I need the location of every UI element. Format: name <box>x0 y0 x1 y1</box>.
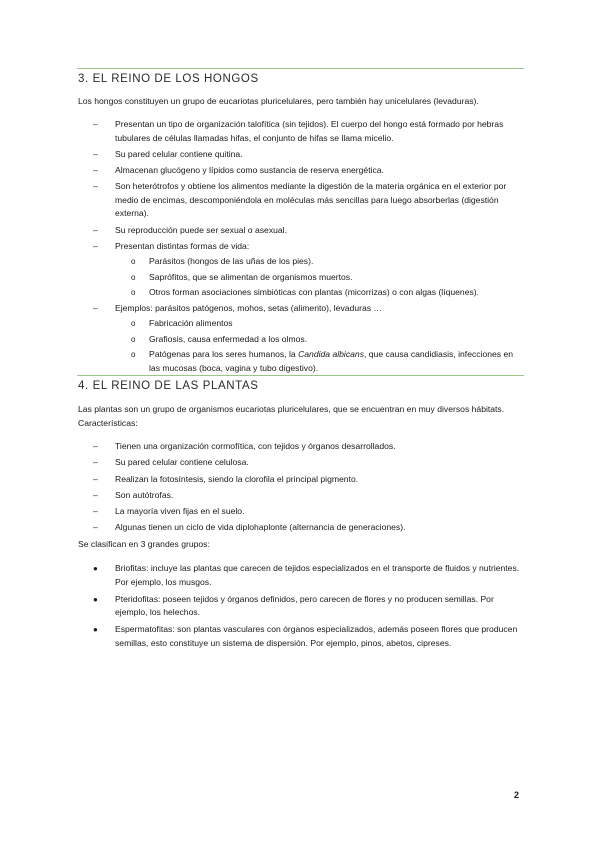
list-item <box>78 118 523 145</box>
dash-marker: – <box>93 489 98 500</box>
sublist-item <box>115 333 523 347</box>
section-rule <box>77 375 524 376</box>
circle-marker: o <box>131 257 136 267</box>
dash-marker: – <box>93 441 98 451</box>
list-item-text: Son autótrofas. <box>115 489 174 500</box>
dash-marker: – <box>93 506 98 517</box>
page-number: 2 <box>514 790 520 800</box>
dash-marker: – <box>93 522 98 533</box>
species-name: Candida albicans <box>298 349 364 360</box>
list-item <box>78 456 523 470</box>
list-item-text: Algunas tienen un ciclo de vida diplohaplonte (alternancia de generaciones). <box>115 522 406 533</box>
list-item-text: Su pared celular contiene celulosa. <box>115 457 249 468</box>
list-item <box>78 593 523 620</box>
list-item-text: Pteridofitas: poseen tejidos y órganos definidos, pero carecen de flores y no producen semillas. Por ejemplo, los helechos. <box>115 593 494 617</box>
plant-groups-list <box>78 562 523 654</box>
circle-marker: o <box>131 319 136 329</box>
list-item <box>78 164 523 178</box>
sublist-item-text: Parásitos (hongos de las uñas de los pies). <box>149 256 314 267</box>
section-heading-plantas: 4. EL REINO DE LAS PLANTAS <box>78 380 259 392</box>
list-item-text: Realizan la fotosíntesis, siendo la clorofila el principal pigmento. <box>115 473 359 484</box>
dash-marker: – <box>93 165 98 176</box>
sublist-item-text: Grafiosis, causa enfermedad a los olmos. <box>149 333 308 344</box>
list-item <box>78 473 523 487</box>
sublist-item-text: Fabricación alimentos <box>149 318 233 329</box>
circle-marker: o <box>131 350 136 360</box>
section-rule <box>77 68 524 69</box>
dash-marker: – <box>93 181 98 192</box>
section-intro-hongos: Los hongos constituyen un grupo de eucariotas pluricelulares, pero también hay unicelulares (levaduras). <box>78 96 479 106</box>
list-item-text: Ejemplos: parásitos patógenos, mohos, setas (alimento), levaduras … <box>115 303 383 314</box>
sublist-item-text: Otros forman asociaciones simbióticas con plantas (micorrizas) o con algas (líquenes). <box>149 286 480 297</box>
sublist-item-text: Saprófitos, que se alimentan de organismos muertos. <box>149 271 353 282</box>
list-item-text: Almacenan glucógeno y lípidos como sustancia de reserva energética. <box>115 165 384 176</box>
list-item-text: Presentan un tipo de organización talofítica (sin tejidos). El cuerpo del hongo está formado por hebras tubulares de células llamadas hifas, el conjunto de hifas se llama micelio. <box>115 119 504 143</box>
list-item-text: Su reproducción puede ser sexual o asexual. <box>115 224 287 235</box>
dash-marker: – <box>93 473 98 484</box>
list-item <box>78 562 523 589</box>
plantas-characteristics-list <box>78 440 523 538</box>
list-item-text: Espermatofitas: son plantas vasculares con órganos especializados, además poseen flores que producen semillas, esto constituye un sistema de dispersión. Por ejemplo, pinos, abetos, cipreses. <box>115 624 518 648</box>
dash-marker: – <box>93 148 98 159</box>
sublist-item <box>115 317 523 331</box>
dash-marker: – <box>93 457 98 468</box>
pathogen-text-after: , que causa candidiasis, infecciones en las mucosas (boca, vagina y tubo digestivo). <box>149 349 514 373</box>
list-item <box>78 148 523 162</box>
section-heading-hongos: 3. EL REINO DE LOS HONGOS <box>78 73 259 85</box>
forms-sublist <box>115 255 523 299</box>
sublist-item <box>115 286 523 300</box>
sublist-item <box>115 348 523 375</box>
list-item-text: Tienen una organización cormofítica, con tejidos y órganos desarrollados. <box>115 441 396 451</box>
list-item-text: Briofitas: incluye las plantas que carecen de tejidos especializados en el transporte de fluidos y nutrientes. Por ejemplo, los musgos. <box>115 563 520 587</box>
circle-marker: o <box>131 272 136 282</box>
section-intro-plantas: Las plantas son un grupo de organismos eucariotas pluricelulares, que se encuentran en muy diversos hábitats. Características: <box>78 404 505 428</box>
list-item-text: La mayoría viven fijas en el suelo. <box>115 506 245 517</box>
circle-marker: o <box>131 287 136 297</box>
pathogen-text-before: Patógenas para los seres humanos, la <box>149 349 299 360</box>
groups-intro: Se clasifican en 3 grandes grupos: <box>78 539 210 549</box>
list-item-text: Son heterótrofos y obtiene los alimentos mediante la digestión de la materia orgánica en el exterior por medio de encimas, descomponiéndola en moléculas más sencillas para luego absorberlas (digestión externa). <box>115 181 507 219</box>
list-item-text: Presentan distintas formas de vida: <box>115 240 250 251</box>
dash-marker: – <box>93 119 98 129</box>
list-item <box>78 302 523 375</box>
circle-marker: o <box>131 334 136 344</box>
bullet-marker: ● <box>93 594 98 604</box>
bullet-marker: ● <box>93 625 98 634</box>
hongos-characteristics-list <box>78 118 523 378</box>
bullet-marker: ● <box>93 564 98 573</box>
dash-marker: – <box>93 303 98 314</box>
list-item <box>78 505 523 519</box>
list-item <box>78 521 523 535</box>
list-item <box>78 440 523 454</box>
sublist-item <box>115 271 523 285</box>
dash-marker: – <box>93 240 98 251</box>
list-item <box>78 623 523 650</box>
dash-marker: – <box>93 224 98 235</box>
sublist-item <box>115 255 523 269</box>
list-item <box>78 224 523 238</box>
list-item <box>78 180 523 221</box>
list-item-text: Su pared celular contiene quitina. <box>115 148 243 159</box>
examples-sublist <box>115 317 523 375</box>
list-item <box>78 489 523 503</box>
list-item <box>78 240 523 299</box>
